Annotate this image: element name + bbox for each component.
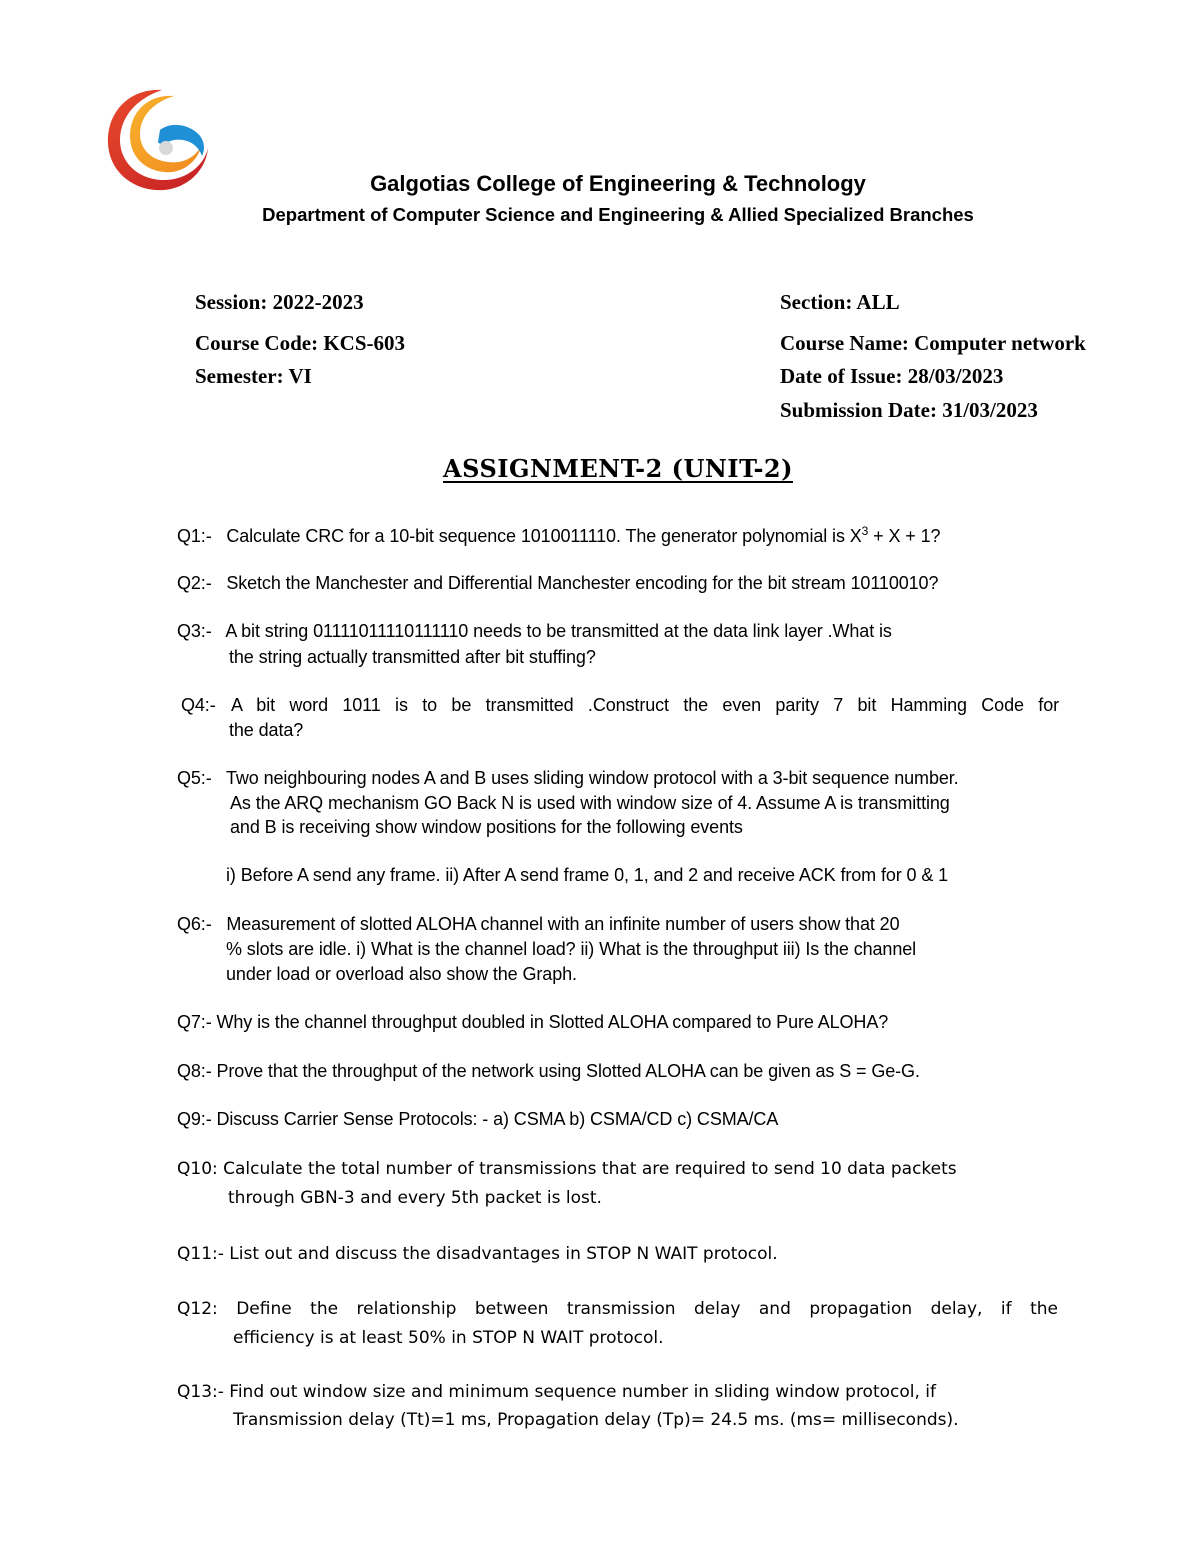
question-12: Q12: Define the relationship between transmission delay and propagation delay, if the [177,1299,1058,1319]
date-of-issue: Date of Issue: 28/03/2023 [780,364,1004,388]
question-text: Two neighbouring nodes A and B uses sliding window protocol with a 3-bit sequence number. [226,768,959,788]
question-9: Q9:- Discuss Carrier Sense Protocols: - a) CSMA b) CSMA/CD c) CSMA/CA [177,1109,779,1129]
assignment-title: ASSIGNMENT-2 (UNIT-2) [443,454,793,483]
question-label: Q1:- [177,526,212,546]
question-label: Q6:- [177,914,212,934]
question-5-cont: and B is receiving show window positions for the following events [230,817,743,837]
semester: Semester: VI [195,364,312,388]
question-3 [177,621,892,642]
submission-date: Submission Date: 31/03/2023 [780,398,1038,422]
question-5-cont: As the ARQ mechanism GO Back N is used with window size of 4. Assume A is transmitting [230,793,950,813]
question-2 [177,573,938,594]
question-6 [177,914,900,935]
question-text: Calculate CRC for a 10-bit sequence 1010011110. The generator polynomial is X [226,526,862,546]
question-13: Q13:- Find out window size and minimum sequence number in sliding window protocol, if [177,1382,937,1402]
session: Session: 2022-2023 [195,290,364,314]
question-label: Q5:- [177,768,212,788]
section: Section: ALL [780,290,900,314]
question-label: Q2:- [177,573,212,593]
question-12-cont: efficiency is at least 50% in STOP N WAIT protocol. [233,1328,664,1348]
question-label: Q3:- [177,621,212,641]
question-5-events: i) Before A send any frame. ii) After A send frame 0, 1, and 2 and receive ACK from for 0 & 1 [226,865,949,885]
exponent: 3 [861,524,869,538]
question-3-cont: the string actually transmitted after bit stuffing? [229,647,596,667]
question-4-cont: the data? [229,720,304,740]
question-text: + X + 1? [868,526,941,546]
question-10: Q10: Calculate the total number of transmissions that are required to send 10 data packets [177,1159,957,1179]
question-text: Measurement of slotted ALOHA channel with an infinite number of users show that 20 [226,914,900,934]
course-code: Course Code: KCS-603 [195,331,405,355]
question-text: A bit string 01111011110111110 needs to be transmitted at the data link layer .What is [225,621,892,641]
question-6-cont: % slots are idle. i) What is the channel load? ii) What is the throughput iii) Is the channel [226,939,917,959]
question-5 [177,768,959,789]
question-6-cont: under load or overload also show the Graph. [226,964,577,984]
question-11: Q11:- List out and discuss the disadvantages in STOP N WAIT protocol. [177,1244,778,1264]
question-text: Sketch the Manchester and Differential Manchester encoding for the bit stream 10110010? [226,573,939,593]
question-7: Q7:- Why is the channel throughput doubled in Slotted ALOHA compared to Pure ALOHA? [177,1012,889,1032]
course-name: Course Name: Computer network [780,331,1086,355]
question-1 [177,524,940,547]
question-10-cont: through GBN-3 and every 5th packet is lost. [228,1188,602,1208]
institution-name: Galgotias College of Engineering & Technology [370,171,866,196]
question-8: Q8:- Prove that the throughput of the network using Slotted ALOHA can be given as S = Ge-G. [177,1061,920,1081]
question-4-label: Q4:- [181,695,216,715]
department-name: Department of Computer Science and Engineering & Allied Specialized Branches [262,204,974,225]
question-13-cont: Transmission delay (Tt)=1 ms, Propagation delay (Tp)= 24.5 ms. (ms= milliseconds). [233,1410,959,1430]
question-4: A bit word 1011 is to be transmitted .Construct the even parity 7 bit Hamming Code for [231,695,1059,715]
